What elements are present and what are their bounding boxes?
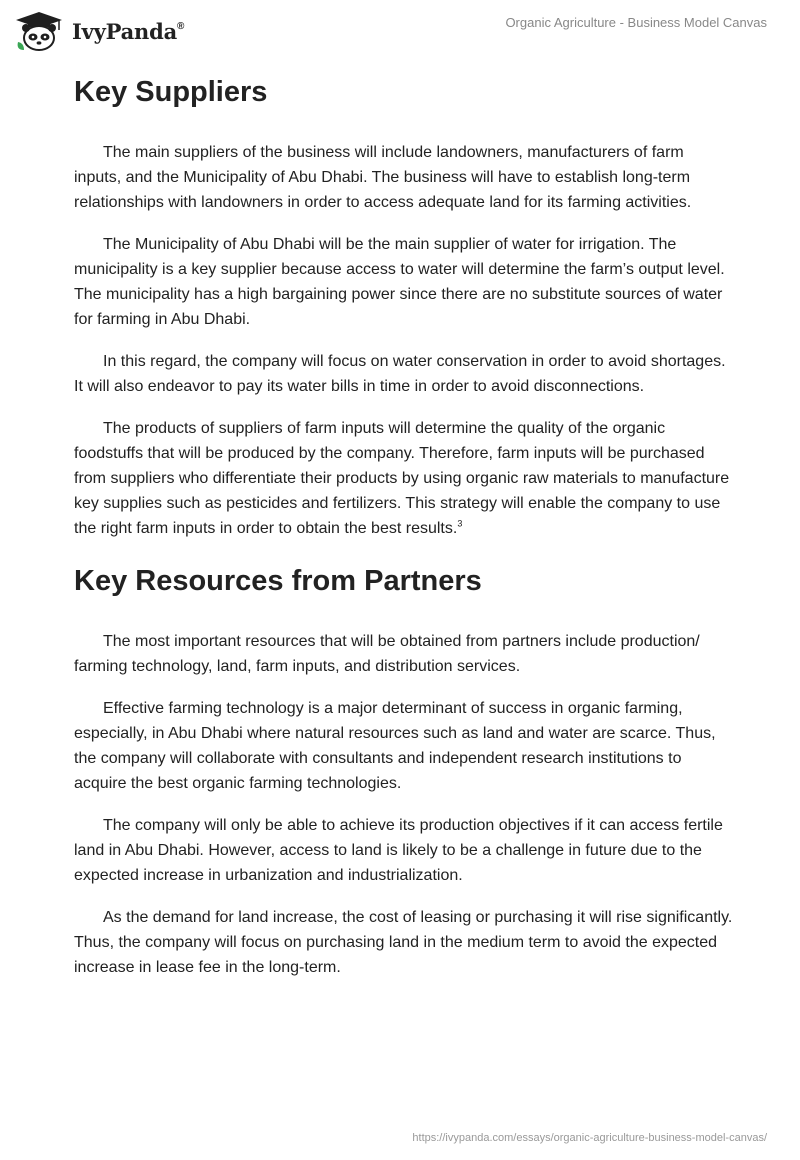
paragraph: In this regard, the company will focus on water conservation in order to avoid shortages. It will also endeavor to pay its water bills in time in order to avoid disconnections. bbox=[74, 353, 726, 395]
paragraph: As the demand for land increase, the cost of leasing or purchasing it will rise significantly. Thus, the company will focus on purchasing land in the medium term to avoid the expected increase in lease fee in the long-term. bbox=[74, 909, 733, 976]
paragraph: The Municipality of Abu Dhabi will be the main supplier of water for irrigation. The municipality is a key supplier because access to water will determine the farm’s output level. The municipality has a high bargaining power since there are no substitute sources of water for farming in Abu Dhabi. bbox=[74, 236, 725, 328]
section-heading-key-resources: Key Resources from Partners bbox=[74, 565, 482, 597]
footnote-reference[interactable]: 3 bbox=[457, 518, 463, 529]
logo-text: IvyPanda bbox=[72, 18, 178, 44]
article-body bbox=[74, 72, 734, 980]
logo-wordmark bbox=[72, 19, 184, 44]
section-heading-key-suppliers: Key Suppliers bbox=[74, 76, 268, 108]
panda-graduation-icon bbox=[14, 10, 64, 52]
paragraph: The most important resources that will be obtained from partners include production/ farming technology, land, farm inputs, and distribution services. bbox=[74, 633, 700, 675]
ivypanda-logo[interactable] bbox=[14, 10, 184, 52]
paragraph: The company will only be able to achieve its production objectives if it can access fertile land in Abu Dhabi. However, access to land is likely to be a challenge in future due to the expected increase in urbanization and industrialization. bbox=[74, 817, 723, 884]
registered-mark: ® bbox=[177, 20, 185, 32]
paragraph: Effective farming technology is a major determinant of success in organic farming, especially, in Abu Dhabi where natural resources such as land and water are scarce. Thus, the company will collaborate with consultants and independent research institutions to acquire the best organic farming technologies. bbox=[74, 700, 716, 792]
page-header bbox=[0, 0, 800, 66]
source-url[interactable]: https://ivypanda.com/essays/organic-agriculture-business-model-canvas/ bbox=[412, 1132, 767, 1144]
document-title: Organic Agriculture - Business Model Canvas bbox=[505, 15, 767, 30]
paragraph-with-footnote bbox=[74, 416, 734, 541]
paragraph-text: The products of suppliers of farm inputs will determine the quality of the organic foodstuffs that will be produced by the company. Therefore, farm inputs will be purchased from suppliers who differentiate their products by using organic raw materials to manufacture key supplies such as pesticides and fertilizers. This strategy will enable the company to use the right farm inputs in order to obtain the best results. bbox=[74, 420, 730, 537]
paragraph: The main suppliers of the business will include landowners, manufacturers of farm inputs, and the Municipality of Abu Dhabi. The business will have to establish long-term relationships with landowners in order to access adequate land for its farming activities. bbox=[74, 144, 692, 211]
